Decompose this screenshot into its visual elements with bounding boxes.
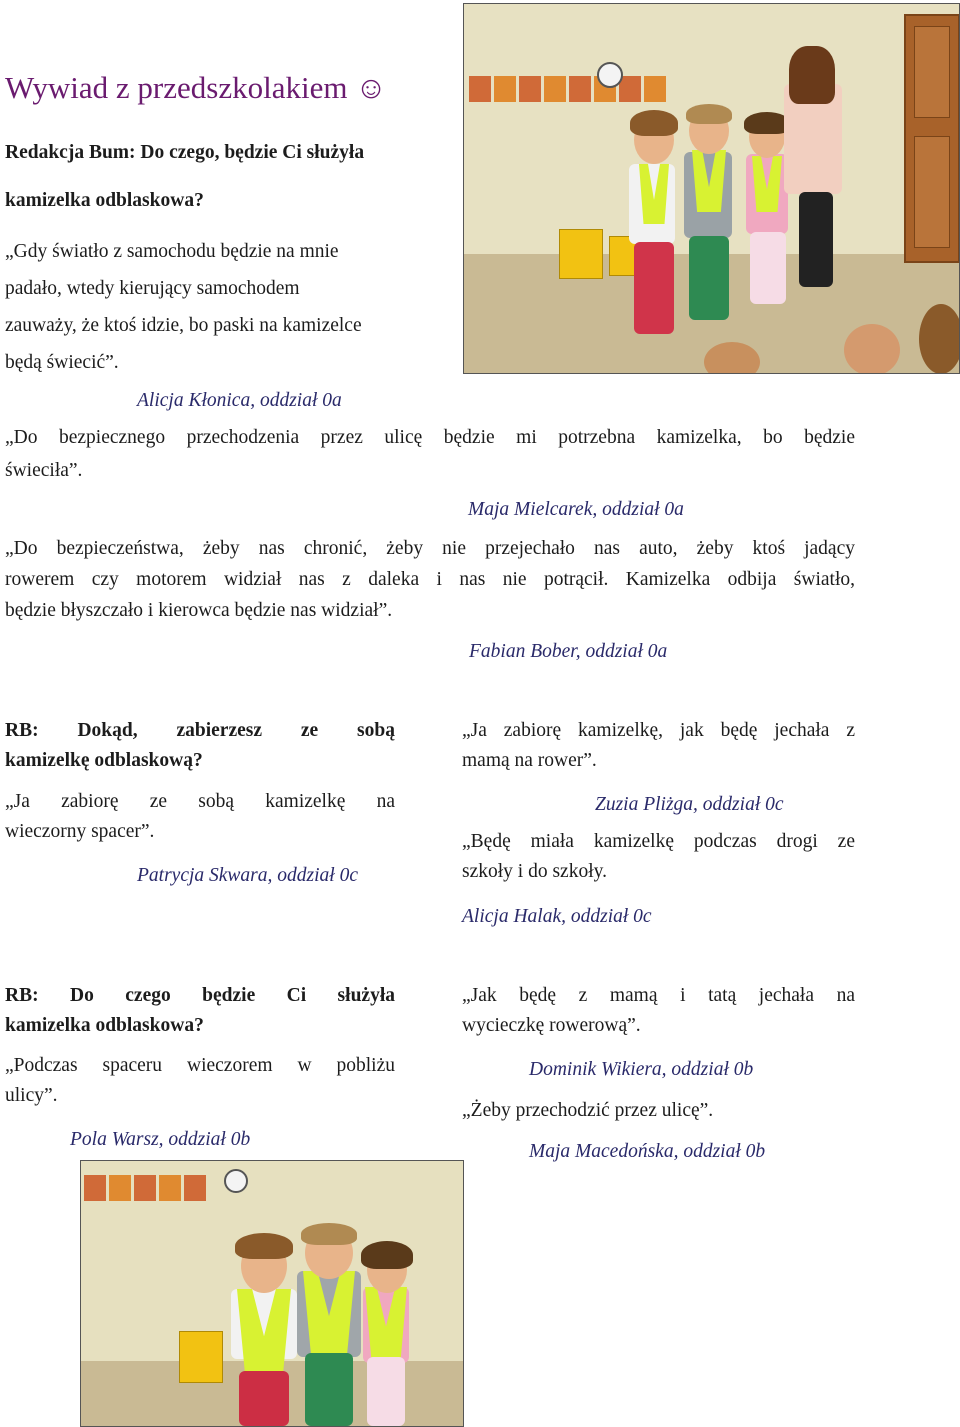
garland-flag: [84, 1175, 106, 1201]
child-hair: [301, 1223, 357, 1245]
garland-flag: [494, 76, 516, 102]
child-hair: [686, 104, 732, 124]
child-hair: [361, 1241, 413, 1269]
answer-1: [5, 233, 445, 381]
answer-section2-right-1: [462, 716, 855, 776]
foreground-head: [844, 324, 900, 374]
answer-2-line-1: „Do bezpiecznego przechodzenia przez ulicę będzie mi potrzebna kamizelka, bo będzie: [5, 427, 855, 448]
garland-flag: [619, 76, 641, 102]
question-3-line-2: kamizelka odblaskowa?: [5, 1015, 204, 1036]
answer-section3-left-line-1: „Podczas spaceru wieczorem w pobliżu: [5, 1055, 395, 1076]
garland-flag: [569, 76, 591, 102]
answer-section3-right-1-line-2: wycieczkę rowerową”.: [462, 1015, 641, 1036]
answer-section2-right-2: [462, 827, 855, 887]
door-panel: [914, 136, 950, 248]
photo-door: [904, 14, 960, 263]
garland-flag: [544, 76, 566, 102]
question-3-line-1: RB: Do czego będzie Ci służyła: [5, 985, 395, 1006]
yellow-bin: [559, 229, 603, 279]
answer-2: [5, 421, 855, 487]
wall-clock-icon: [597, 62, 623, 88]
question-3: [5, 981, 395, 1041]
answer-section3-left-line-2: ulicy”.: [5, 1085, 58, 1106]
child-hair: [630, 110, 678, 136]
yellow-bin: [179, 1331, 223, 1383]
garland-flag: [644, 76, 666, 102]
answer-section2-right-2-line-1: „Będę miała kamizelkę podczas drogi ze: [462, 831, 855, 852]
child-trousers: [367, 1357, 405, 1426]
garland-flag: [159, 1175, 181, 1201]
author-section3-right-2: Maja Macedońska, oddział 0b: [529, 1141, 766, 1162]
garland-flag: [469, 76, 491, 102]
page-title: Wywiad z przedszkolakiem ☺: [5, 70, 387, 105]
door-panel: [914, 26, 950, 118]
answer-section2-left-line-1: „Ja zabiorę ze sobą kamizelkę na: [5, 791, 395, 812]
garland-flag: [184, 1175, 206, 1201]
question-1: [5, 134, 445, 219]
teacher-hair: [789, 46, 835, 104]
photo-teacher-with-children: [463, 3, 960, 374]
answer-section3-right-1-line-1: „Jak będę z mamą i tatą jechała na: [462, 985, 855, 1006]
photo-three-children-in-vests: [80, 1160, 464, 1427]
answer-3-line-2: rowerem czy motorem widział nas z daleka i nas nie potrącił. Kamizelka odbija światło,: [5, 569, 855, 590]
child-trousers: [634, 242, 674, 334]
author-section2-right-2: Alicja Halak, oddział 0c: [462, 906, 652, 927]
question-2-line-2: kamizelkę odblaskową?: [5, 750, 203, 771]
wall-clock-icon: [224, 1169, 248, 1193]
author-section2-right-1: Zuzia Pliżga, oddział 0c: [595, 794, 784, 815]
question-1-line-2: kamizelka odblaskowa?: [5, 190, 204, 211]
answer-section2-right-1-line-2: mamą na rower”.: [462, 750, 597, 771]
photo-garland: [84, 1175, 209, 1201]
foreground-head: [919, 304, 960, 374]
answer-1-line-1: „Gdy światło z samochodu będzie na mnie: [5, 241, 339, 262]
author-1: Alicja Kłonica, oddział 0a: [137, 390, 342, 411]
answer-section2-right-1-line-1: „Ja zabiorę kamizelkę, jak będę jechała z: [462, 720, 855, 741]
child-trousers: [689, 236, 729, 320]
answer-section2-left: [5, 787, 395, 847]
answer-1-line-3: zauważy, że ktoś idzie, bo paski na kamizelce: [5, 315, 362, 336]
question-2: [5, 716, 395, 776]
answer-3-line-3: będzie błyszczało i kierowca będzie nas widział”.: [5, 600, 393, 621]
answer-3: [5, 533, 855, 626]
answer-section2-right-2-line-2: szkoły i do szkoły.: [462, 861, 607, 882]
answer-section3-left: [5, 1051, 395, 1111]
foreground-head: [704, 342, 760, 374]
garland-flag: [109, 1175, 131, 1201]
garland-flag: [519, 76, 541, 102]
child-trousers: [305, 1353, 353, 1426]
teacher-trousers: [799, 192, 833, 287]
question-2-line-1: RB: Dokąd, zabierzesz ze sobą: [5, 720, 395, 741]
child-trousers: [750, 232, 786, 304]
photo-garland: [469, 76, 669, 102]
answer-section3-right-1: [462, 981, 855, 1041]
child-trousers: [239, 1371, 289, 1426]
answer-section3-right-2: „Żeby przechodzić przez ulicę”.: [462, 1100, 714, 1121]
author-3: Fabian Bober, oddział 0a: [469, 641, 668, 662]
answer-1-line-2: padało, wtedy kierujący samochodem: [5, 278, 300, 299]
author-2: Maja Mielcarek, oddział 0a: [468, 499, 684, 520]
garland-flag: [134, 1175, 156, 1201]
child-hair: [235, 1233, 293, 1259]
answer-1-line-4: będą świecić”.: [5, 352, 119, 373]
answer-2-line-2: świeciła”.: [5, 460, 83, 481]
author-section3-left: Pola Warsz, oddział 0b: [70, 1129, 251, 1150]
answer-3-line-1: „Do bezpieczeństwa, żeby nas chronić, żeby nie przejechało nas auto, żeby ktoś jadący: [5, 538, 855, 559]
question-1-line-1: Redakcja Bum: Do czego, będzie Ci służyła: [5, 142, 365, 163]
author-section2-left: Patrycja Skwara, oddział 0c: [137, 865, 358, 886]
answer-section2-left-line-2: wieczorny spacer”.: [5, 821, 155, 842]
author-section3-right-1: Dominik Wikiera, oddział 0b: [529, 1059, 754, 1080]
